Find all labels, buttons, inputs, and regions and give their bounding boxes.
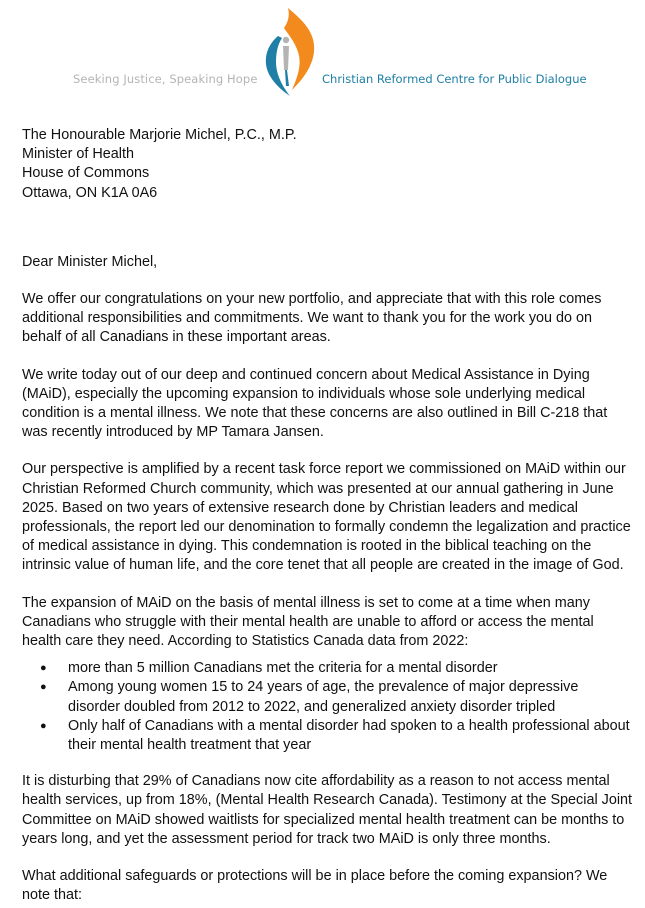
address-line: The Honourable Marjorie Michel, P.C., M.P. [22,127,297,143]
paragraph: Our perspective is amplified by a recent task force report we commissioned on MAiD within our Christian Reformed Church community, which was presented at our annual gathering in June 2025. Based on two years of extensive research done by Christian leaders and medical professionals, the report led our denomination to formally condemn the legalization and practice of medical assistance in dying. This condemnation is rooted in the biblical teaching on the intrinsic value of human life, and the core tenet that all people are created in the image of God. [22,461,631,574]
list-item: ● Only half of Canadians with a mental disorder had spoken to a health professional about their mental health treatment that year [68,717,634,755]
organization-name: Christian Reformed Centre for Public Dialogue [322,72,587,86]
statistics-list [22,659,634,755]
paragraph: What additional safeguards or protections will be in place before the coming expansion? We note that: [22,868,608,904]
recipient-address [22,126,634,203]
paragraph: The expansion of MAiD on the basis of mental illness is set to come at a time when many Canadians who struggle with their mental health are unable to afford or access the mental health care they need. According to Statistics Canada data from 2022: [22,594,594,650]
salutation: Dear Minister Michel, [22,253,158,270]
address-line: Ottawa, ON K1A 0A6 [22,184,158,201]
paragraph: We write today out of our deep and continued concern about Medical Assistance in Dying (MAiD), especially the upcoming expansion to individuals whose sole underlying medical condition is a mental illness. We note that these concerns are also outlined in Bill C-218 that was recently introduced by MP Tamara Jansen. [22,366,608,441]
paragraph: It is disturbing that 29% of Canadians now cite affordability as a reason to not access mental health services, up from 18%, (Mental Health Research Canada). Testimony at the Special Joint Committee on MAiD showed waitlists for specialized mental health treatment can be months to years long, and yet the assessment period for track two MAiD is only three months. [22,773,633,847]
list-item: ● more than 5 million Canadians met the criteria for a mental disorder [68,659,634,678]
tagline: Seeking Justice, Speaking Hope [73,72,258,86]
flame-logo-icon [258,6,322,98]
address-line: House of Commons [22,165,150,182]
list-item: ● Among young women 15 to 24 years of age, the prevalence of major depressive disorder doubled from 2012 to 2022, and generalized anxiety disorder tripled [68,678,634,716]
letterhead [0,0,645,100]
letter-body [22,126,634,906]
paragraph: We offer our congratulations on your new portfolio, and appreciate that with this role comes additional responsibilities and commitments. We want to thank you for the work you do on behalf of all Canadians in these important areas. [22,291,602,346]
address-line: Minister of Health [22,146,134,163]
